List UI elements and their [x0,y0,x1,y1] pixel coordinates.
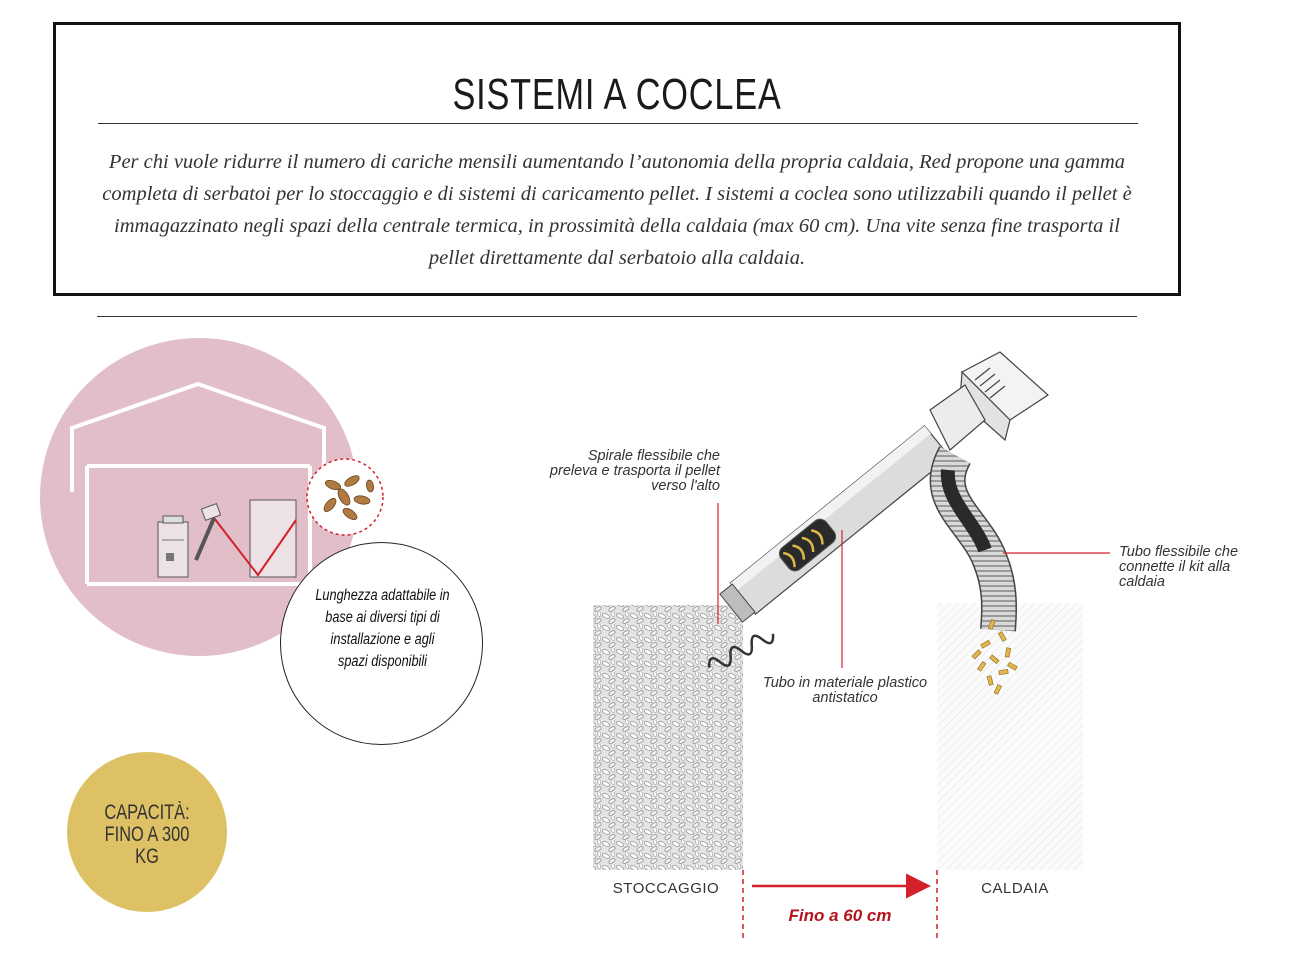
label-caldaia: CALDAIA [981,880,1049,897]
distance-marker [743,870,937,938]
capacity-line-3: KG [135,845,159,868]
page-title: SISTEMI A COCLEA [452,70,782,119]
description: Per chi vuole ridurre il numero di cariche mensili aumentando l’autonomia della propria caldaia, Red propone una gamma completa di serbatoi per lo stoccaggio e di sistemi di caricamento pellet. I sistemi a coclea sono utilizzabili quando il pellet è immagazzinato negli spazi della centrale termica, in prossimità della caldaia (max 60 cm). Una vite senza fine trasporta il pellet direttamente dal serbatoio alla caldaia. [102,151,1132,269]
label-spirale: Spirale flessibile che preleva e trasporta il pellet verso l'alto [549,448,720,494]
label-tubo-materiale: Tubo in materiale plastico antistatico [762,675,928,706]
storage-pellet-block [593,605,743,870]
length-note: Lunghezza adattabile in base ai diversi tipi di installazione e agli spazi disponibili [315,587,450,670]
motor-icon [930,352,1048,450]
boiler-icon [158,516,188,577]
capacity-text [85,802,210,868]
capacity-line-1: CAPACITÀ: [104,801,190,824]
label-stoccaggio: STOCCAGGIO [612,880,720,897]
boiler-block [937,603,1083,870]
capacity-line-2: FINO A 300 [104,823,190,846]
label-distance: Fino a 60 cm [788,906,892,925]
silo-icon [250,500,296,577]
label-tubo-flessibile: Tubo flessibile che connette il kit alla caldaia [1119,544,1239,590]
pellet-magnifier-icon [307,459,383,535]
rigid-tube [719,426,950,624]
